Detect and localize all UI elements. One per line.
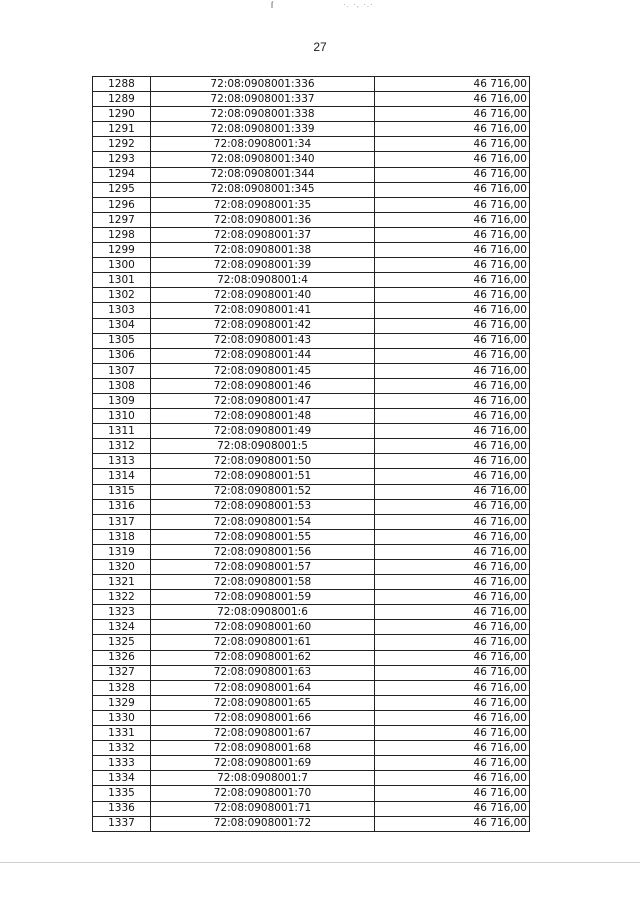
table-row — [93, 816, 530, 831]
row-number-cell: 1300 — [93, 258, 151, 273]
row-number-cell: 1288 — [93, 77, 151, 92]
table-row — [93, 590, 530, 605]
table-row — [93, 680, 530, 695]
amount-cell: 46 716,00 — [375, 182, 530, 197]
row-number-cell: 1302 — [93, 288, 151, 303]
cadastral-number-cell: 72:08:0908001:41 — [151, 303, 375, 318]
row-number-cell: 1304 — [93, 318, 151, 333]
row-number-cell: 1296 — [93, 197, 151, 212]
cadastral-number-cell: 72:08:0908001:49 — [151, 424, 375, 439]
table-row — [93, 620, 530, 635]
amount-cell: 46 716,00 — [375, 695, 530, 710]
row-number-cell: 1293 — [93, 152, 151, 167]
amount-cell: 46 716,00 — [375, 212, 530, 227]
cadastral-number-cell: 72:08:0908001:47 — [151, 393, 375, 408]
amount-cell: 46 716,00 — [375, 786, 530, 801]
cadastral-number-cell: 72:08:0908001:46 — [151, 378, 375, 393]
table-row — [93, 499, 530, 514]
row-number-cell: 1318 — [93, 529, 151, 544]
amount-cell: 46 716,00 — [375, 544, 530, 559]
row-number-cell: 1336 — [93, 801, 151, 816]
amount-cell: 46 716,00 — [375, 529, 530, 544]
row-number-cell: 1315 — [93, 484, 151, 499]
row-number-cell: 1295 — [93, 182, 151, 197]
row-number-cell: 1299 — [93, 243, 151, 258]
row-number-cell: 1317 — [93, 514, 151, 529]
row-number-cell: 1306 — [93, 348, 151, 363]
table-row — [93, 333, 530, 348]
table-row — [93, 786, 530, 801]
table-row — [93, 710, 530, 725]
amount-cell: 46 716,00 — [375, 816, 530, 831]
cadastral-number-cell: 72:08:0908001:45 — [151, 363, 375, 378]
cadastral-number-cell: 72:08:0908001:337 — [151, 92, 375, 107]
table-row — [93, 363, 530, 378]
row-number-cell: 1320 — [93, 560, 151, 575]
scan-speckle: ·. ·, ·.· — [343, 0, 374, 9]
row-number-cell: 1325 — [93, 635, 151, 650]
cadastral-number-cell: 72:08:0908001:61 — [151, 635, 375, 650]
table-row — [93, 273, 530, 288]
table-row — [93, 650, 530, 665]
parcel-table — [92, 76, 530, 832]
row-number-cell: 1305 — [93, 333, 151, 348]
table-row — [93, 544, 530, 559]
table-row — [93, 122, 530, 137]
amount-cell: 46 716,00 — [375, 499, 530, 514]
table-row — [93, 756, 530, 771]
row-number-cell: 1290 — [93, 107, 151, 122]
table-row — [93, 605, 530, 620]
table-row — [93, 137, 530, 152]
cadastral-number-cell: 72:08:0908001:37 — [151, 227, 375, 242]
cadastral-number-cell: 72:08:0908001:62 — [151, 650, 375, 665]
cadastral-number-cell: 72:08:0908001:7 — [151, 771, 375, 786]
cadastral-number-cell: 72:08:0908001:42 — [151, 318, 375, 333]
cadastral-number-cell: 72:08:0908001:6 — [151, 605, 375, 620]
row-number-cell: 1289 — [93, 92, 151, 107]
cadastral-number-cell: 72:08:0908001:71 — [151, 801, 375, 816]
cadastral-number-cell: 72:08:0908001:345 — [151, 182, 375, 197]
row-number-cell: 1298 — [93, 227, 151, 242]
cadastral-number-cell: 72:08:0908001:70 — [151, 786, 375, 801]
cadastral-number-cell: 72:08:0908001:63 — [151, 665, 375, 680]
page-bottom-rule — [0, 862, 640, 863]
row-number-cell: 1314 — [93, 469, 151, 484]
amount-cell: 46 716,00 — [375, 137, 530, 152]
amount-cell: 46 716,00 — [375, 92, 530, 107]
table-row — [93, 393, 530, 408]
table-row — [93, 258, 530, 273]
amount-cell: 46 716,00 — [375, 152, 530, 167]
amount-cell: 46 716,00 — [375, 801, 530, 816]
row-number-cell: 1332 — [93, 741, 151, 756]
cadastral-number-cell: 72:08:0908001:344 — [151, 167, 375, 182]
table-row — [93, 288, 530, 303]
cadastral-number-cell: 72:08:0908001:48 — [151, 409, 375, 424]
amount-cell: 46 716,00 — [375, 620, 530, 635]
table-row — [93, 318, 530, 333]
amount-cell: 46 716,00 — [375, 469, 530, 484]
table-row — [93, 726, 530, 741]
table-row — [93, 303, 530, 318]
amount-cell: 46 716,00 — [375, 167, 530, 182]
cadastral-number-cell: 72:08:0908001:35 — [151, 197, 375, 212]
amount-cell: 46 716,00 — [375, 363, 530, 378]
cadastral-number-cell: 72:08:0908001:38 — [151, 243, 375, 258]
amount-cell: 46 716,00 — [375, 439, 530, 454]
table-row — [93, 514, 530, 529]
row-number-cell: 1303 — [93, 303, 151, 318]
cadastral-number-cell: 72:08:0908001:56 — [151, 544, 375, 559]
table-row — [93, 635, 530, 650]
row-number-cell: 1294 — [93, 167, 151, 182]
row-number-cell: 1292 — [93, 137, 151, 152]
amount-cell: 46 716,00 — [375, 318, 530, 333]
amount-cell: 46 716,00 — [375, 122, 530, 137]
amount-cell: 46 716,00 — [375, 348, 530, 363]
row-number-cell: 1312 — [93, 439, 151, 454]
amount-cell: 46 716,00 — [375, 771, 530, 786]
table-row — [93, 454, 530, 469]
cadastral-number-cell: 72:08:0908001:50 — [151, 454, 375, 469]
table-row — [93, 665, 530, 680]
row-number-cell: 1327 — [93, 665, 151, 680]
cadastral-number-cell: 72:08:0908001:53 — [151, 499, 375, 514]
row-number-cell: 1334 — [93, 771, 151, 786]
amount-cell: 46 716,00 — [375, 575, 530, 590]
cadastral-number-cell: 72:08:0908001:339 — [151, 122, 375, 137]
table-row — [93, 77, 530, 92]
table-row — [93, 107, 530, 122]
cadastral-number-cell: 72:08:0908001:338 — [151, 107, 375, 122]
row-number-cell: 1319 — [93, 544, 151, 559]
cadastral-number-cell: 72:08:0908001:39 — [151, 258, 375, 273]
cadastral-number-cell: 72:08:0908001:67 — [151, 726, 375, 741]
amount-cell: 46 716,00 — [375, 333, 530, 348]
table-row — [93, 378, 530, 393]
row-number-cell: 1316 — [93, 499, 151, 514]
amount-cell: 46 716,00 — [375, 741, 530, 756]
row-number-cell: 1326 — [93, 650, 151, 665]
amount-cell: 46 716,00 — [375, 409, 530, 424]
amount-cell: 46 716,00 — [375, 393, 530, 408]
table-row — [93, 575, 530, 590]
scan-mark: ſ — [271, 0, 273, 10]
cadastral-number-cell: 72:08:0908001:69 — [151, 756, 375, 771]
amount-cell: 46 716,00 — [375, 560, 530, 575]
page-number: 27 — [313, 40, 327, 54]
row-number-cell: 1330 — [93, 710, 151, 725]
cadastral-number-cell: 72:08:0908001:60 — [151, 620, 375, 635]
table-row — [93, 424, 530, 439]
row-number-cell: 1321 — [93, 575, 151, 590]
amount-cell: 46 716,00 — [375, 710, 530, 725]
amount-cell: 46 716,00 — [375, 454, 530, 469]
table-row — [93, 152, 530, 167]
table-row — [93, 92, 530, 107]
cadastral-number-cell: 72:08:0908001:59 — [151, 590, 375, 605]
table-row — [93, 695, 530, 710]
cadastral-number-cell: 72:08:0908001:36 — [151, 212, 375, 227]
cadastral-number-cell: 72:08:0908001:57 — [151, 560, 375, 575]
cadastral-number-cell: 72:08:0908001:43 — [151, 333, 375, 348]
amount-cell: 46 716,00 — [375, 726, 530, 741]
cadastral-number-cell: 72:08:0908001:34 — [151, 137, 375, 152]
row-number-cell: 1337 — [93, 816, 151, 831]
table-row — [93, 348, 530, 363]
amount-cell: 46 716,00 — [375, 665, 530, 680]
table-row — [93, 560, 530, 575]
cadastral-number-cell: 72:08:0908001:64 — [151, 680, 375, 695]
cadastral-number-cell: 72:08:0908001:54 — [151, 514, 375, 529]
table-row — [93, 741, 530, 756]
row-number-cell: 1329 — [93, 695, 151, 710]
cadastral-number-cell: 72:08:0908001:65 — [151, 695, 375, 710]
table-row — [93, 197, 530, 212]
amount-cell: 46 716,00 — [375, 273, 530, 288]
amount-cell: 46 716,00 — [375, 243, 530, 258]
table-row — [93, 212, 530, 227]
row-number-cell: 1308 — [93, 378, 151, 393]
amount-cell: 46 716,00 — [375, 635, 530, 650]
row-number-cell: 1309 — [93, 393, 151, 408]
row-number-cell: 1311 — [93, 424, 151, 439]
amount-cell: 46 716,00 — [375, 258, 530, 273]
cadastral-number-cell: 72:08:0908001:58 — [151, 575, 375, 590]
row-number-cell: 1324 — [93, 620, 151, 635]
amount-cell: 46 716,00 — [375, 680, 530, 695]
cadastral-number-cell: 72:08:0908001:40 — [151, 288, 375, 303]
cadastral-number-cell: 72:08:0908001:68 — [151, 741, 375, 756]
row-number-cell: 1297 — [93, 212, 151, 227]
table-row — [93, 439, 530, 454]
table-row — [93, 243, 530, 258]
row-number-cell: 1335 — [93, 786, 151, 801]
amount-cell: 46 716,00 — [375, 424, 530, 439]
amount-cell: 46 716,00 — [375, 514, 530, 529]
amount-cell: 46 716,00 — [375, 378, 530, 393]
row-number-cell: 1291 — [93, 122, 151, 137]
amount-cell: 46 716,00 — [375, 484, 530, 499]
table-row — [93, 484, 530, 499]
cadastral-number-cell: 72:08:0908001:72 — [151, 816, 375, 831]
table-row — [93, 182, 530, 197]
row-number-cell: 1328 — [93, 680, 151, 695]
cadastral-number-cell: 72:08:0908001:340 — [151, 152, 375, 167]
table-row — [93, 469, 530, 484]
row-number-cell: 1310 — [93, 409, 151, 424]
table-row — [93, 409, 530, 424]
amount-cell: 46 716,00 — [375, 197, 530, 212]
cadastral-number-cell: 72:08:0908001:4 — [151, 273, 375, 288]
cadastral-number-cell: 72:08:0908001:52 — [151, 484, 375, 499]
cadastral-number-cell: 72:08:0908001:55 — [151, 529, 375, 544]
row-number-cell: 1331 — [93, 726, 151, 741]
cadastral-number-cell: 72:08:0908001:51 — [151, 469, 375, 484]
row-number-cell: 1333 — [93, 756, 151, 771]
row-number-cell: 1322 — [93, 590, 151, 605]
table-row — [93, 529, 530, 544]
table-row — [93, 227, 530, 242]
amount-cell: 46 716,00 — [375, 77, 530, 92]
cadastral-number-cell: 72:08:0908001:66 — [151, 710, 375, 725]
row-number-cell: 1301 — [93, 273, 151, 288]
table-row — [93, 801, 530, 816]
amount-cell: 46 716,00 — [375, 303, 530, 318]
amount-cell: 46 716,00 — [375, 590, 530, 605]
amount-cell: 46 716,00 — [375, 227, 530, 242]
row-number-cell: 1307 — [93, 363, 151, 378]
cadastral-number-cell: 72:08:0908001:44 — [151, 348, 375, 363]
row-number-cell: 1323 — [93, 605, 151, 620]
amount-cell: 46 716,00 — [375, 107, 530, 122]
cadastral-number-cell: 72:08:0908001:5 — [151, 439, 375, 454]
amount-cell: 46 716,00 — [375, 756, 530, 771]
table-row — [93, 771, 530, 786]
amount-cell: 46 716,00 — [375, 605, 530, 620]
row-number-cell: 1313 — [93, 454, 151, 469]
cadastral-number-cell: 72:08:0908001:336 — [151, 77, 375, 92]
amount-cell: 46 716,00 — [375, 288, 530, 303]
table-row — [93, 167, 530, 182]
amount-cell: 46 716,00 — [375, 650, 530, 665]
